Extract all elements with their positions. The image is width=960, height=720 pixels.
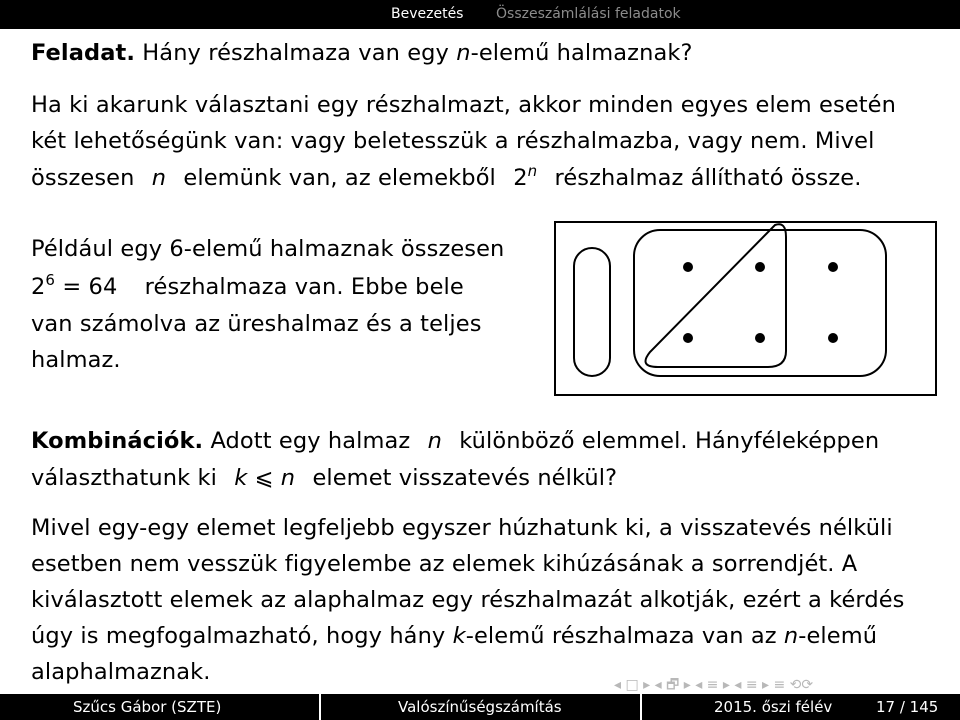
subset-diagram xyxy=(554,221,937,396)
combinations-line2-b: elemet visszatevés nélkül? xyxy=(312,465,618,491)
example-line2-eq: = 64 xyxy=(62,274,118,300)
combinations-n: n xyxy=(427,428,442,454)
section-link-osszeszamlalasi[interactable]: Összeszámlálási feladatok xyxy=(496,6,681,22)
combinations-label: Kombinációk. xyxy=(31,428,204,454)
explanation-line4-a: úgy is megfogalmazható, hogy hány xyxy=(31,623,453,649)
align-icon[interactable]: ≡ xyxy=(773,677,786,693)
answer-line3-c: részhalmaz állítható össze. xyxy=(554,165,862,191)
explanation-line-5: alaphalmaznak. xyxy=(31,659,211,685)
footer-divider xyxy=(640,694,642,720)
task-line xyxy=(31,40,693,66)
explanation-line-2: esetben nem vesszük figyelembe az elemek kihúzásának a sorrendjét. A xyxy=(31,551,858,577)
task-label: Feladat. xyxy=(31,40,136,66)
section-link-bevezetes[interactable]: Bevezetés xyxy=(391,6,464,22)
footer-author: Szűcs Gábor (SZTE) xyxy=(73,698,222,716)
explanation-line4-k: k xyxy=(452,623,466,649)
answer-line-2: két lehetőségünk van: vagy beletesszük a részhalmazba, vagy nem. Mivel xyxy=(31,128,875,154)
diagram-element-dot xyxy=(683,333,693,343)
example-line-3: van számolva az üreshalmaz és a teljes xyxy=(31,311,482,337)
diagram-empty-set-pill xyxy=(574,248,610,376)
answer-line-1: Ha ki akarunk választani egy részhalmazt, akkor minden egyes elem esetén xyxy=(31,92,896,118)
search-icon[interactable]: ⟲⟳ xyxy=(789,677,814,693)
frame-nav-icon[interactable]: ◂ □ ▸ xyxy=(614,677,651,693)
task-question-pre: Hány részhalmaza van egy xyxy=(142,40,457,66)
example-line-2 xyxy=(31,271,464,300)
answer-line3-b: elemünk van, az elemekből xyxy=(183,165,496,191)
footer-bar xyxy=(0,694,960,720)
answer-line-3 xyxy=(31,162,862,191)
explanation-line-3: kiválasztott elemek az alaphalmaz egy részhalmazát alkotják, ezért a kérdés xyxy=(31,587,905,613)
diagram-element-dot xyxy=(755,333,765,343)
explanation-line4-c: -elemű xyxy=(798,623,878,649)
combinations-line-2 xyxy=(31,465,617,491)
subsection-nav-icon[interactable]: ◂ 🗗 ▸ xyxy=(654,677,691,693)
section-nav-icon[interactable]: ◂ ≡ ▸ xyxy=(695,677,730,693)
task-n: n xyxy=(456,40,471,66)
combinations-line2-a: választhatunk ki xyxy=(31,465,217,491)
answer-line3-n: n xyxy=(151,165,167,191)
example-line2-rest: részhalmaza van. Ebbe bele xyxy=(144,274,464,300)
task-question-post: -elemű halmaznak? xyxy=(470,40,693,66)
answer-line3-a: összesen xyxy=(31,165,135,191)
footer-page-number: 17 / 145 xyxy=(876,698,939,716)
example-line-1: Például egy 6-elemű halmaznak összesen xyxy=(31,236,505,262)
explanation-line4-b: -elemű részhalmaza van az xyxy=(465,623,784,649)
subsection-nav-icon[interactable]: ◂ ≡ ▸ xyxy=(734,677,770,693)
explanation-line-4 xyxy=(31,623,877,649)
combinations-k-le-n: k ⩽ n xyxy=(234,465,296,491)
combinations-line-1 xyxy=(31,428,879,454)
diagram-element-dot xyxy=(683,262,693,272)
combinations-text-a: Adott egy halmaz xyxy=(210,428,411,454)
example-line2-base: 2 xyxy=(31,274,46,300)
example-line-4: halmaz. xyxy=(31,347,121,373)
footer-date: 2015. őszi félév xyxy=(714,698,833,716)
top-navigation-bar xyxy=(0,0,960,29)
diagram-subset-triangle xyxy=(646,224,787,367)
diagram-full-set xyxy=(634,230,886,376)
diagram-element-dot xyxy=(828,333,838,343)
combinations-text-b: különböző elemmel. Hányféleképpen xyxy=(459,428,880,454)
answer-line3-base: 2 xyxy=(513,165,528,191)
explanation-line4-n: n xyxy=(783,623,799,649)
diagram-element-dot xyxy=(828,262,838,272)
example-line2-exp: 6 xyxy=(45,271,56,289)
footer-title: Valószínűségszámítás xyxy=(398,698,562,716)
diagram-element-dot xyxy=(755,262,765,272)
answer-line3-exp: n xyxy=(527,162,538,180)
footer-divider xyxy=(319,694,321,720)
explanation-line-1: Mivel egy-egy elemet legfeljebb egyszer húzhatunk ki, a visszatevés nélküli xyxy=(31,515,893,541)
